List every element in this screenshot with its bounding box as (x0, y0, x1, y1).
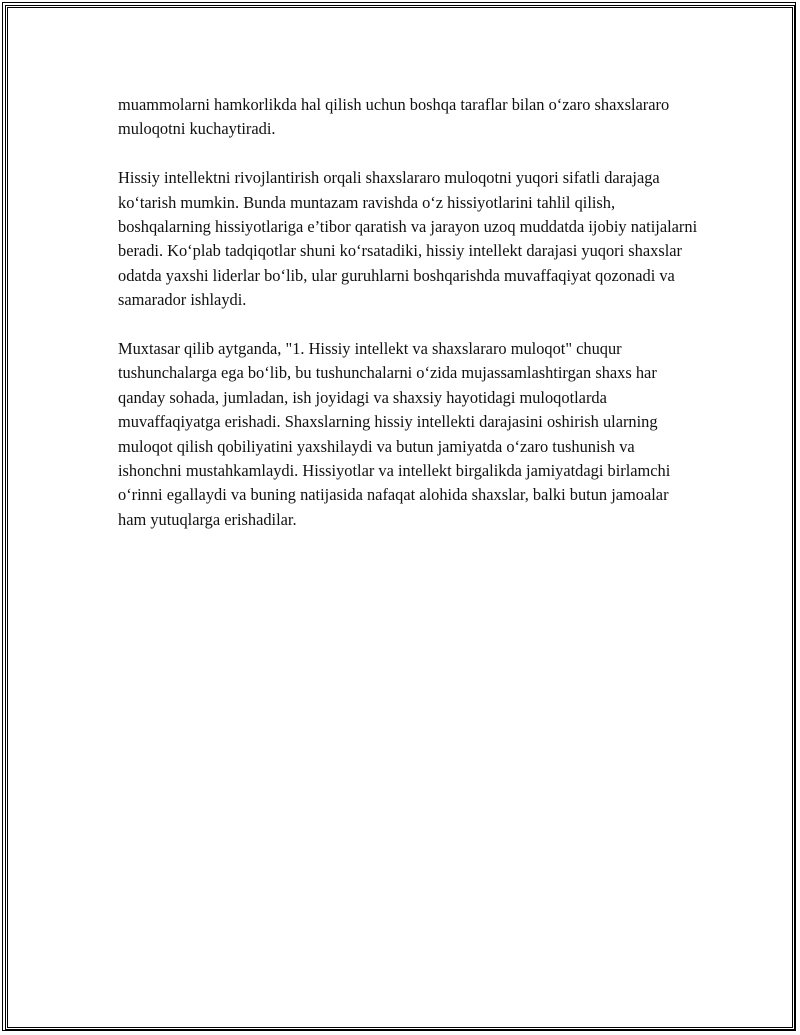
paragraph-1: muammolarni hamkorlikda hal qilish uchun boshqa taraflar bilan o‘zaro shaxslararo muloqotni kuchaytiradi. (118, 95, 670, 139)
document-body (118, 93, 698, 557)
paragraph-2: Hissiy intellektni rivojlantirish orqali shaxslararo muloqotni yuqori sifatli darajaga ko‘tarish mumkin. Bunda muntazam ravishda o‘z hissiyotlarini tahlil qilish, boshqalarning hissiyotlariga e’tibor qaratish va jarayon uzoq muddatda ijobiy natijalarni beradi. Ko‘plab tadqiqotlar shuni ko‘rsatadiki, hissiy intellekt darajasi yuqori shaxslar odatda yaxshi liderlar bo‘lib, ular guruhlarni boshqarishda muvaffaqiyat qozonadi va samarador ishlaydi. (118, 168, 698, 310)
paragraph-3: Muxtasar qilib aytganda, "1. Hissiy intellekt va shaxslararo muloqot" chuqur tushunchalarga ega bo‘lib, bu tushunchalarni o‘zida mujassamlashtirgan shaxs har qanday sohada, jumladan, ish joyidagi va shaxsiy hayotidagi muloqotlarda muvaffaqiyatga erishadi. Shaxslarning hissiy intellekti darajasini oshirish ularning muloqot qilish qobiliyatini yaxshilaydi va butun jamiyatda o‘zaro tushunish va ishonchni mustahkamlaydi. Hissiyotlar va intellekt birgalikda jamiyatdagi birlamchi o‘rinni egallaydi va buning natijasida nafaqat alohida shaxslar, balki butun jamoalar ham yutuqlarga erishadilar. (118, 339, 671, 529)
